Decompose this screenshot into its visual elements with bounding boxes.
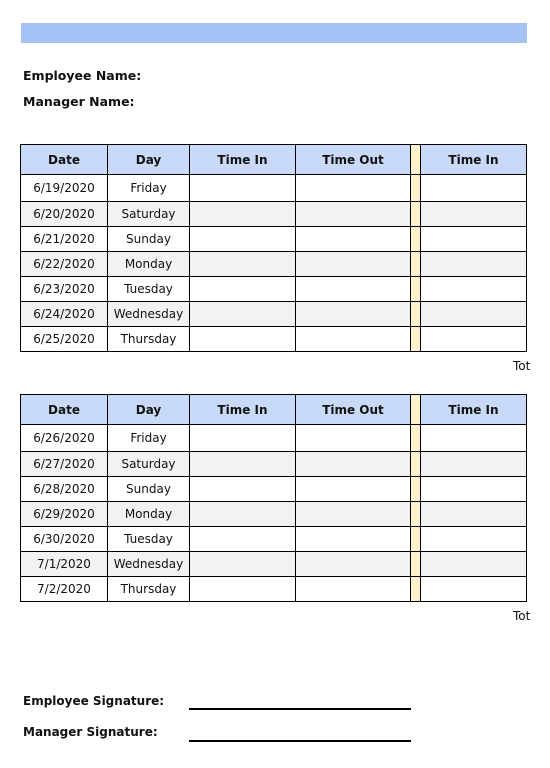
time-out-cell[interactable] <box>296 577 411 602</box>
column-header-time-in: Time In <box>190 395 296 425</box>
table-row <box>21 477 527 502</box>
date-cell: 6/23/2020 <box>21 277 108 302</box>
date-cell: 7/1/2020 <box>21 552 108 577</box>
table-header-row <box>21 395 527 425</box>
time-in-2-cell[interactable] <box>421 452 527 477</box>
day-cell: Monday <box>108 502 190 527</box>
table-row <box>21 552 527 577</box>
date-cell: 6/26/2020 <box>21 425 108 452</box>
time-in-2-cell[interactable] <box>421 175 527 202</box>
time-in-cell[interactable] <box>190 302 296 327</box>
time-in-2-cell[interactable] <box>421 527 527 552</box>
separator-cell <box>411 302 421 327</box>
week-2-total-label: Tot <box>513 609 531 623</box>
time-out-cell[interactable] <box>296 202 411 227</box>
title-bar <box>21 23 527 43</box>
separator-cell <box>411 577 421 602</box>
separator-cell <box>411 502 421 527</box>
column-header-time-in-2: Time In <box>421 395 527 425</box>
table-row <box>21 277 527 302</box>
separator-cell <box>411 227 421 252</box>
time-out-cell[interactable] <box>296 327 411 352</box>
separator-cell <box>411 277 421 302</box>
date-cell: 6/22/2020 <box>21 252 108 277</box>
date-cell: 6/30/2020 <box>21 527 108 552</box>
time-out-cell[interactable] <box>296 302 411 327</box>
table-row <box>21 302 527 327</box>
time-in-cell[interactable] <box>190 425 296 452</box>
column-header-time-in: Time In <box>190 145 296 175</box>
day-cell: Friday <box>108 175 190 202</box>
time-in-cell[interactable] <box>190 277 296 302</box>
date-cell: 7/2/2020 <box>21 577 108 602</box>
week-2-table <box>20 394 527 602</box>
date-cell: 6/27/2020 <box>21 452 108 477</box>
day-cell: Sunday <box>108 227 190 252</box>
time-in-cell[interactable] <box>190 252 296 277</box>
date-cell: 6/19/2020 <box>21 175 108 202</box>
day-cell: Thursday <box>108 327 190 352</box>
time-out-cell[interactable] <box>296 277 411 302</box>
time-out-cell[interactable] <box>296 527 411 552</box>
manager-signature-label: Manager Signature: <box>23 725 158 739</box>
table-row <box>21 227 527 252</box>
column-header-day: Day <box>108 145 190 175</box>
time-out-cell[interactable] <box>296 452 411 477</box>
employee-signature-line[interactable] <box>189 708 411 710</box>
time-in-2-cell[interactable] <box>421 477 527 502</box>
employee-signature-label: Employee Signature: <box>23 694 165 708</box>
separator-cell <box>411 327 421 352</box>
date-cell: 6/21/2020 <box>21 227 108 252</box>
separator-cell <box>411 527 421 552</box>
time-in-2-cell[interactable] <box>421 202 527 227</box>
separator-cell <box>411 202 421 227</box>
day-cell: Tuesday <box>108 277 190 302</box>
manager-name-label: Manager Name: <box>23 94 135 109</box>
separator-cell <box>411 552 421 577</box>
table-row <box>21 252 527 277</box>
day-cell: Friday <box>108 425 190 452</box>
date-cell: 6/28/2020 <box>21 477 108 502</box>
time-out-cell[interactable] <box>296 502 411 527</box>
day-cell: Saturday <box>108 452 190 477</box>
time-out-cell[interactable] <box>296 175 411 202</box>
table-row <box>21 527 527 552</box>
time-in-2-cell[interactable] <box>421 277 527 302</box>
day-cell: Tuesday <box>108 527 190 552</box>
column-header-time-out: Time Out <box>296 145 411 175</box>
time-in-cell[interactable] <box>190 502 296 527</box>
column-header-date: Date <box>21 145 108 175</box>
column-header-time-in-2: Time In <box>421 145 527 175</box>
day-cell: Wednesday <box>108 302 190 327</box>
date-cell: 6/25/2020 <box>21 327 108 352</box>
separator-cell <box>411 252 421 277</box>
time-in-cell[interactable] <box>190 227 296 252</box>
day-cell: Saturday <box>108 202 190 227</box>
table-row <box>21 327 527 352</box>
date-cell: 6/24/2020 <box>21 302 108 327</box>
week-1-total-label: Tot <box>513 359 531 373</box>
time-in-cell[interactable] <box>190 477 296 502</box>
time-in-cell[interactable] <box>190 452 296 477</box>
day-cell: Sunday <box>108 477 190 502</box>
time-in-2-cell[interactable] <box>421 327 527 352</box>
table-header-row <box>21 145 527 175</box>
separator-cell <box>411 425 421 452</box>
day-cell: Monday <box>108 252 190 277</box>
table-row <box>21 577 527 602</box>
column-header-day: Day <box>108 395 190 425</box>
manager-signature-line[interactable] <box>189 740 411 742</box>
week-1-table <box>20 144 527 352</box>
day-cell: Wednesday <box>108 552 190 577</box>
time-out-cell[interactable] <box>296 552 411 577</box>
time-in-2-cell[interactable] <box>421 252 527 277</box>
table-row <box>21 452 527 477</box>
separator-cell <box>411 452 421 477</box>
column-header-time-out: Time Out <box>296 395 411 425</box>
date-cell: 6/20/2020 <box>21 202 108 227</box>
time-out-cell[interactable] <box>296 477 411 502</box>
time-in-2-cell[interactable] <box>421 577 527 602</box>
table-row <box>21 425 527 452</box>
time-out-cell[interactable] <box>296 227 411 252</box>
date-cell: 6/29/2020 <box>21 502 108 527</box>
time-in-2-cell[interactable] <box>421 425 527 452</box>
employee-name-label: Employee Name: <box>23 68 142 83</box>
table-row <box>21 202 527 227</box>
time-in-cell[interactable] <box>190 202 296 227</box>
time-in-2-cell[interactable] <box>421 552 527 577</box>
column-header-date: Date <box>21 395 108 425</box>
time-in-cell[interactable] <box>190 527 296 552</box>
day-cell: Thursday <box>108 577 190 602</box>
column-separator <box>411 395 421 425</box>
separator-cell <box>411 175 421 202</box>
time-in-2-cell[interactable] <box>421 502 527 527</box>
table-row <box>21 502 527 527</box>
time-in-cell[interactable] <box>190 552 296 577</box>
time-in-2-cell[interactable] <box>421 227 527 252</box>
column-separator <box>411 145 421 175</box>
time-out-cell[interactable] <box>296 252 411 277</box>
separator-cell <box>411 477 421 502</box>
time-in-2-cell[interactable] <box>421 302 527 327</box>
time-in-cell[interactable] <box>190 327 296 352</box>
time-in-cell[interactable] <box>190 577 296 602</box>
time-out-cell[interactable] <box>296 425 411 452</box>
time-in-cell[interactable] <box>190 175 296 202</box>
table-row <box>21 175 527 202</box>
